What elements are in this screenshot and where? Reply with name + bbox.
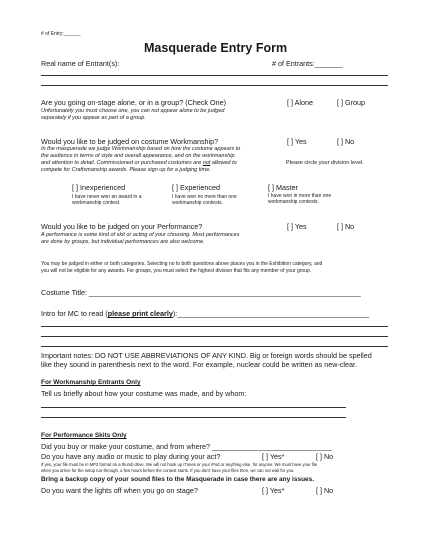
audio-fine-print-2: when you arrive for the setup run-through, a few hours before the contest starts. If you don't have your files then, we can not wait for you. [41,468,295,473]
page-title: Masquerade Entry Form [144,41,288,55]
lights-no-checkbox[interactable]: [ ] No [316,486,334,495]
workmanship-note-4: compete for Craftsmanship awards. Please sign up for a judging time. [41,167,211,173]
division-experienced-desc-1: I have won no more than one [172,194,237,200]
workmanship-note-2: the audience in terms of style and overall appearance, and on the workmanship [41,153,235,159]
workmanship-yes-checkbox[interactable]: [ ] Yes [287,137,307,146]
important-notes-1: Important notes: DO NOT USE ABBREVIATIONS OF ANY KIND. Big or foreign words should be spelled [41,351,372,360]
audio-question: Do you have any audio or music to play during your act? [41,452,221,461]
intro-line-1[interactable] [41,326,388,327]
workmanship-question: Would you like to be judged on costume Workmanship? [41,137,219,146]
important-notes-2: like they sound in parenthesis next to the word. For example, nuclear could be written as new-clear. [41,360,358,369]
workmanship-entrants-heading: For Workmanship Entrants Only [41,379,141,386]
intro-line-3[interactable] [41,346,388,347]
workmanship-note-3: and attention to detail. Commissioned or purchased costumes are not allowed to [41,160,237,166]
division-master-desc-2: workmanship contests. [268,199,319,205]
mc-intro-label[interactable]: Intro for MC to read (please print clearly):________________________________________________ [41,309,370,318]
audio-yes-checkbox[interactable]: [ ] Yes* [262,452,285,461]
audio-fine-print-1: If yes, your file must be in MP3 format on a thumb drive. We will not hook up iTunes or your iPod or anything else, for anyone. We must have your file [41,462,318,467]
performance-yes-checkbox[interactable]: [ ] Yes [287,222,307,231]
division-experienced-checkbox[interactable]: [ ] Experienced [172,183,220,192]
audio-no-checkbox[interactable]: [ ] No [316,452,334,461]
division-experienced-desc-2: workmanship contests. [172,200,223,206]
division-master-desc-1: I have won in more than one [268,193,332,199]
lights-question: Do you want the lights off when you go on stage? [41,486,198,495]
workmanship-note-1: In the masquerade we judge Workmanship based on how the costume appears to [41,146,241,152]
costume-title-field[interactable]: Costume Title: ____________________________________________________________________ [41,288,361,297]
division-inexperienced-checkbox[interactable]: [ ] Inexperienced [72,183,126,192]
entrant-count-label: # of Entrants:_______ [272,59,343,68]
alone-checkbox[interactable]: [ ] Alone [287,98,313,107]
performance-note-1: A performance is some kind of skit or acting of your choosing. Most performances [41,232,240,238]
intro-line-2[interactable] [41,336,388,337]
performance-note-2: are done by groups, but individual performances are also welcome. [41,239,205,245]
performance-no-checkbox[interactable]: [ ] No [337,222,355,231]
division-instruction: Please circle your division level. [286,160,364,166]
performance-skits-heading: For Performance Skits Only [41,432,127,439]
eligibility-line-2: you will not be eligible for any awards. For groups, you must select the highest division that fits any member of your group. [41,268,312,274]
onstage-note-2: separately if you appear as part of a group. [41,115,146,121]
backup-reminder: Bring a backup copy of your sound files to the Masquerade in case there are any issues. [41,476,315,483]
onstage-question: Are you going on-stage alone, or in a group? (Check One) [41,98,226,107]
workmanship-no-checkbox[interactable]: [ ] No [337,137,355,146]
lights-yes-checkbox[interactable]: [ ] Yes* [262,486,285,495]
costume-source-field[interactable]: Did you buy or make your costume, and from where? ______________________________ [41,442,332,451]
division-inexperienced-desc-2: workmanship contest. [72,200,121,206]
name-line-2[interactable] [41,85,388,86]
group-checkbox[interactable]: [ ] Group [337,98,365,107]
real-name-label: Real name of Entrant(s): [41,59,120,68]
made-line-2[interactable] [41,417,346,418]
costume-made-prompt: Tell us briefly about how your costume was made, and by whom: [41,389,247,398]
name-line-1[interactable] [41,75,388,76]
entry-number: # of Entry:______ [41,31,81,37]
onstage-note-1: Unfortunately you must choose one, you can not appear alone to be judged [41,108,225,114]
division-inexperienced-desc-1: I have never won an award in a [72,194,142,200]
performance-question: Would you like to be judged on your Performance? [41,222,203,231]
made-line-1[interactable] [41,407,346,408]
eligibility-line-1: You may be judged in either or both categories. Selecting no to both questions above places you in the Exhibition category, and [41,261,323,267]
division-master-checkbox[interactable]: [ ] Master [268,183,298,192]
